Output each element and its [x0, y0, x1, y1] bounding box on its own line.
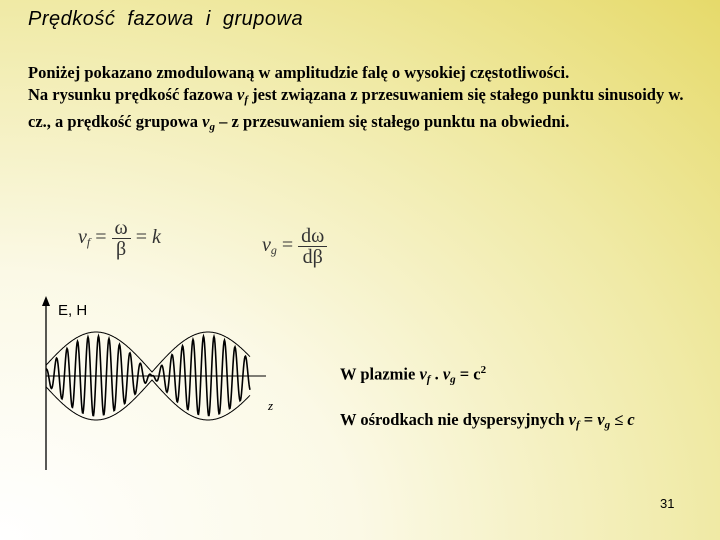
slide-title: Prędkość fazowa i grupowa	[28, 8, 304, 30]
paragraph-2: Na rysunku prędkość fazowa $v_f$ jest związana z przesuwaniem się stałego punktu sinusoidy w. cz., a prędkość grupowa $v_g$ – z przesuwaniem się stałego punktu na obwiedni.	[28, 85, 684, 133]
nondispersive-note: W ośrodkach nie dyspersyjnych $v_f = v_g \le c$	[340, 410, 635, 431]
page-number: 31	[660, 496, 675, 511]
y-axis-label: E, H	[58, 302, 88, 319]
plasma-note: W plazmie $v_f$ . $v_g = c^2$	[340, 364, 487, 386]
phase-velocity-formula: $v_f$ = $\frac{\omega}{\beta}$ = k	[78, 217, 161, 260]
paragraph-1: Poniżej pokazano zmodulowaną w amplitudzie falę o wysokiej częstotliwości.	[28, 63, 570, 82]
y-axis-arrow	[42, 296, 50, 306]
z-axis-label: z	[268, 398, 274, 413]
group-velocity-formula: $v_g$ = $\frac{d\omega}{d\beta}$	[262, 226, 327, 267]
